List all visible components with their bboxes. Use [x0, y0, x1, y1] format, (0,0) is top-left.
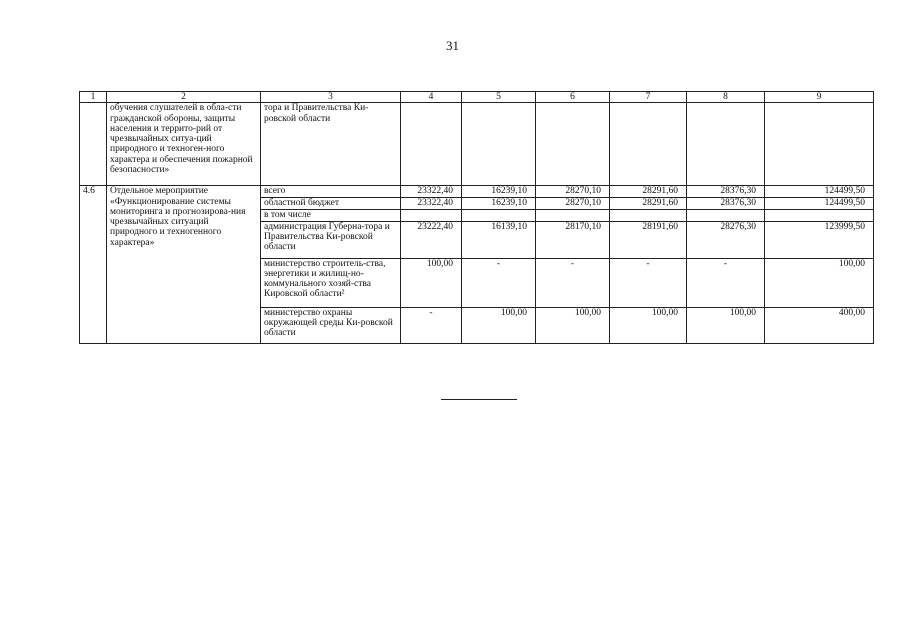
row-value: 100,00	[687, 307, 765, 343]
row-value: 23322,40	[401, 198, 462, 210]
budget-table	[79, 91, 874, 344]
row-value: 28376,30	[687, 186, 765, 198]
row-value: 100,00	[462, 307, 536, 343]
row-value: 124499,50	[765, 198, 874, 210]
row-value: 28276,30	[687, 221, 765, 258]
row-value: 28291,60	[610, 186, 687, 198]
row-value: -	[610, 258, 687, 307]
continuation-number	[80, 103, 107, 186]
closing-divider	[441, 399, 517, 400]
row-source: министерство строитель-ства, энергетики и жилищ-но-коммунального хозяй-ства Кировской области²	[261, 258, 401, 307]
row-value	[687, 210, 765, 221]
continuation-source: тора и Правительства Ки-ровской области	[261, 103, 401, 186]
row-value: -	[462, 258, 536, 307]
row-value: 28270,10	[536, 198, 610, 210]
page-number: 31	[446, 38, 459, 53]
row-value: 100,00	[765, 258, 874, 307]
row-value: -	[536, 258, 610, 307]
row-value: 124499,50	[765, 186, 874, 198]
row-value: 28191,60	[610, 221, 687, 258]
row-value: 16239,10	[462, 198, 536, 210]
row-source: областной бюджет	[261, 198, 401, 210]
row-value	[462, 210, 536, 221]
activity-name: Отдельное мероприятие «Функционирование системы мониторинга и прогнозирова-ния чрезвычайных ситуаций природного и техногенного характера»	[107, 186, 261, 343]
header-cell-8: 8	[687, 92, 765, 103]
row-value: 28376,30	[687, 198, 765, 210]
row-value: 100,00	[536, 307, 610, 343]
header-cell-4: 4	[401, 92, 462, 103]
row-value: 16139,10	[462, 221, 536, 258]
continuation-row	[80, 103, 874, 186]
header-cell-9: 9	[765, 92, 874, 103]
row-source: министерство охраны окружающей среды Ки-ровской области	[261, 307, 401, 343]
header-cell-2: 2	[107, 92, 261, 103]
continuation-name: обучения слушателей в обла-сти гражданской обороны, защиты населения и террито-рий от чрезвычайных ситуа-ций природного и техноген-ного характера и обеспечения пожарной безопасности»	[107, 103, 261, 186]
row-value: 16239,10	[462, 186, 536, 198]
row-value: 123999,50	[765, 221, 874, 258]
header-cell-7: 7	[610, 92, 687, 103]
activity-number: 4.6	[80, 186, 107, 343]
row-value: -	[401, 307, 462, 343]
row-source: всего	[261, 186, 401, 198]
row-value	[401, 210, 462, 221]
table-row	[80, 186, 874, 198]
header-cell-5: 5	[462, 92, 536, 103]
row-value: 100,00	[610, 307, 687, 343]
row-source: в том числе	[261, 210, 401, 221]
row-source: администрация Губерна-тора и Правительства Ки-ровской области	[261, 221, 401, 258]
header-cell-1: 1	[80, 92, 107, 103]
row-value	[536, 210, 610, 221]
row-value: 28270,10	[536, 186, 610, 198]
row-value: 28291,60	[610, 198, 687, 210]
row-value	[610, 210, 687, 221]
row-value: 23322,40	[401, 186, 462, 198]
row-value: 100,00	[401, 258, 462, 307]
row-value: 400,00	[765, 307, 874, 343]
header-cell-6: 6	[536, 92, 610, 103]
row-value	[765, 210, 874, 221]
row-value: 28170,10	[536, 221, 610, 258]
header-cell-3: 3	[261, 92, 401, 103]
table-header-row	[80, 92, 874, 103]
row-value: -	[687, 258, 765, 307]
row-value: 23222,40	[401, 221, 462, 258]
